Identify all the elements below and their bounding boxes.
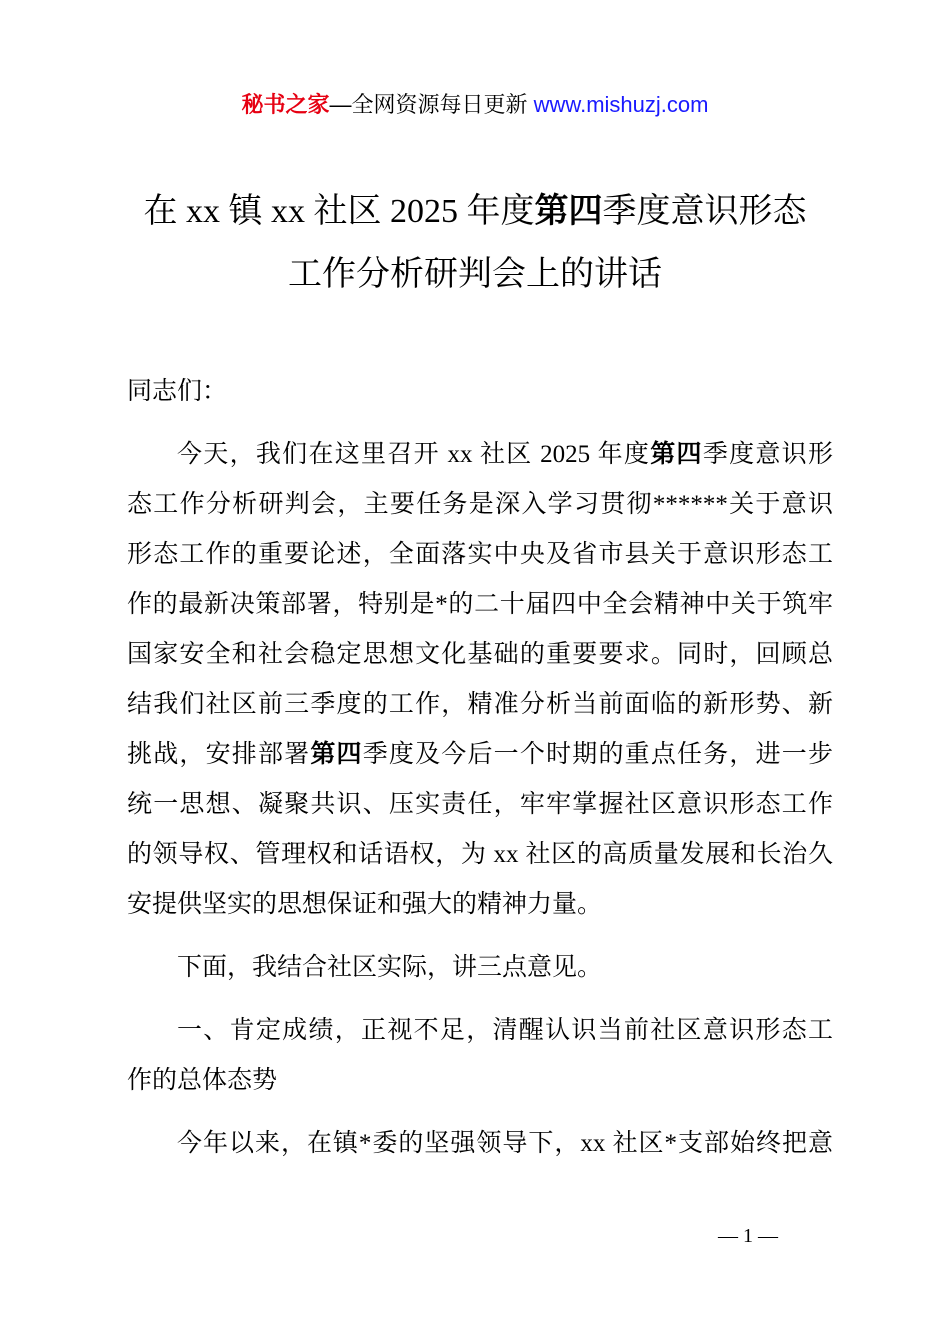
text-line: 国家安全和社会稳定思想文化基础的重要要求。同时，回顾总 bbox=[127, 641, 833, 668]
title-bold: 第四 bbox=[534, 193, 603, 230]
text-line: 统一思想、凝聚共识、压实责任，牢牢掌握社区意识形态工作 bbox=[127, 791, 833, 818]
paragraph-intro bbox=[127, 430, 833, 930]
text-line bbox=[127, 430, 833, 480]
title-line-2: 工作分析研判会上的讲话 bbox=[288, 256, 662, 293]
text-line: 形态工作的重要论述，全面落实中央及省市县关于意识形态工 bbox=[127, 541, 833, 568]
heading-line: 一、肯定成绩，正视不足，清醒认识当前社区意识形态工 bbox=[177, 1017, 833, 1044]
bold-text: 第四 bbox=[650, 441, 703, 468]
text: 季度意识形 bbox=[702, 441, 833, 468]
section-heading-1 bbox=[127, 1006, 833, 1106]
text: 季度及今后一个时期的重点任务，进一步 bbox=[362, 741, 833, 768]
text-line: 安提供坚实的思想保证和强大的精神力量。 bbox=[127, 891, 603, 918]
document-body bbox=[127, 367, 833, 1169]
title-text: 季度意识形态 bbox=[602, 193, 807, 230]
page-number: — 1 — bbox=[718, 1225, 778, 1247]
text: 今天，我们在这里召开 xx 社区 2025 年度 bbox=[177, 441, 651, 468]
text-line: 作的最新决策部署，特别是*的二十届四中全会精神中关于筑牢 bbox=[127, 591, 833, 618]
document-title bbox=[0, 180, 950, 306]
paragraph-transition: 下面，我结合社区实际，讲三点意见。 bbox=[177, 954, 603, 981]
title-line-1 bbox=[0, 180, 950, 243]
text-line: 态工作分析研判会，主要任务是深入学习贯彻******关于意识 bbox=[127, 491, 833, 518]
site-url[interactable]: www.mishuzj.com bbox=[533, 92, 709, 117]
heading-line: 作的总体态势 bbox=[127, 1067, 278, 1094]
text-line: 结我们社区前三季度的工作，精准分析当前面临的新形势、新 bbox=[127, 691, 833, 718]
paragraph-text: 今年以来，在镇*委的坚强领导下，xx 社区*支部始终把意 bbox=[177, 1130, 833, 1157]
bold-text: 第四 bbox=[310, 741, 363, 768]
brand-name: 秘书之家 bbox=[241, 92, 330, 117]
text-line: 的领导权、管理权和话语权，为 xx 社区的高质量发展和长治久 bbox=[127, 841, 833, 868]
tagline: —全网资源每日更新 bbox=[329, 92, 534, 117]
salutation: 同志们： bbox=[127, 378, 228, 405]
text: 挑战，安排部署 bbox=[127, 741, 311, 768]
text-line bbox=[127, 730, 833, 780]
title-text: 在 xx 镇 xx 社区 2025 年度 bbox=[143, 193, 535, 230]
site-header bbox=[0, 88, 950, 119]
